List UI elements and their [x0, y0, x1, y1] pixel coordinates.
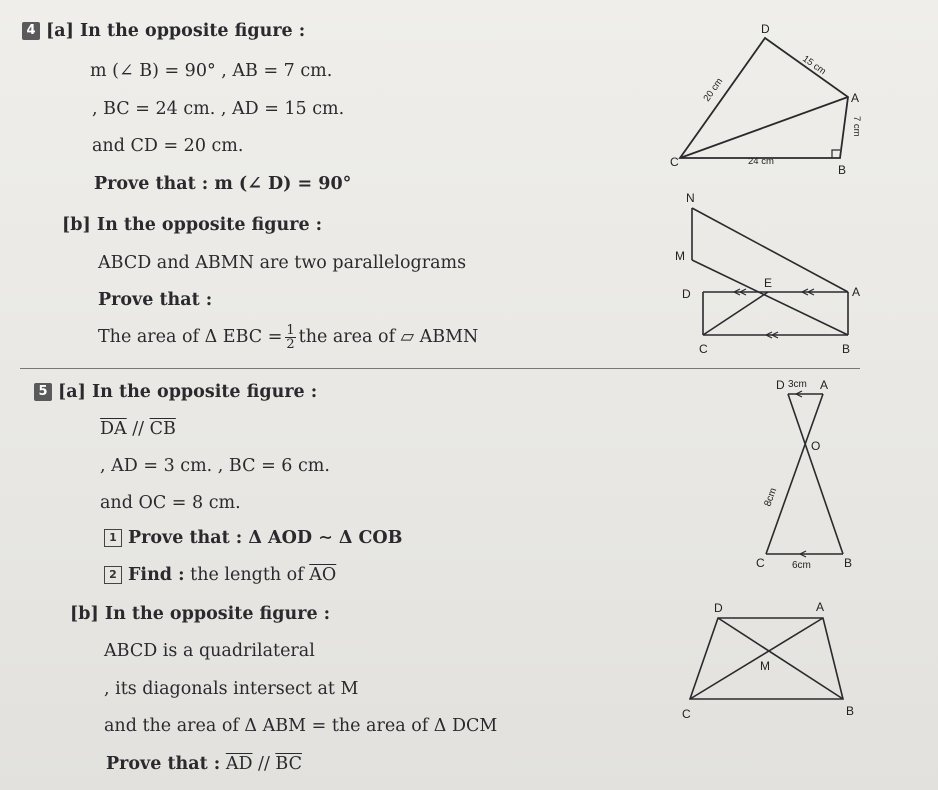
q4b-heading: [b] In the opposite figure :	[62, 215, 323, 235]
side-da-label: 3cm	[788, 379, 807, 390]
right-angle-mark	[832, 150, 840, 158]
vertex-c-label: C	[682, 707, 691, 721]
q5b-figure	[678, 596, 868, 726]
diagonal-ac	[690, 618, 823, 699]
q5a-item-1: 1 Prove that : Δ AOD ∼ Δ COB	[104, 527, 402, 549]
side-oc-label: 8cm	[762, 486, 780, 509]
side-cb-label: 6cm	[792, 560, 811, 571]
vertex-d-label: D	[761, 22, 770, 36]
q4b-given: ABCD and ABMN are two parallelograms	[98, 253, 467, 273]
q5a-given-2: and OC = 8 cm.	[100, 493, 241, 513]
segment-ce	[703, 292, 768, 335]
vertex-n-label: N	[686, 191, 695, 205]
q5a-figure	[748, 372, 868, 582]
vertex-a-label: A	[816, 600, 825, 614]
vertex-a-label: A	[852, 285, 861, 299]
q5b-heading: [b] In the opposite figure :	[70, 604, 331, 624]
side-ab-label: 7 cm	[851, 116, 862, 137]
q5a-given-1: , AD = 3 cm. , BC = 6 cm.	[100, 456, 330, 476]
side-bc-label: 24 cm	[748, 156, 774, 167]
q4a-prove: Prove that : m (∠ D) = 90°	[94, 174, 352, 194]
vertex-c-label: C	[670, 155, 679, 169]
q5a-item-2: 2 Find : the length of $\overline{AO}$	[104, 564, 336, 586]
q4a-given-2: , BC = 24 cm. , AD = 15 cm.	[92, 99, 345, 119]
side-cd-label: 20 cm	[701, 76, 726, 104]
segment-db	[788, 394, 843, 554]
side-da-label: 15 cm	[800, 53, 828, 78]
vertex-m-label: M	[760, 659, 770, 673]
q5b-given-2: , its diagonals intersect at M	[104, 679, 359, 699]
diagonal-db	[718, 618, 843, 699]
vertex-e-label: E	[764, 276, 773, 290]
diagonal-ca	[680, 97, 848, 158]
question-number-badge: 5	[34, 383, 52, 401]
sub-item-badge: 1	[104, 529, 122, 547]
q4a-heading: 4 [a] In the opposite figure :	[22, 20, 305, 42]
vertex-o-label: O	[811, 439, 821, 453]
vertex-m-label: M	[675, 249, 685, 263]
sub-item-badge: 2	[104, 566, 122, 584]
q4a-given-1: m (∠ B) = 90° , AB = 7 cm.	[90, 61, 333, 81]
q5a-heading: 5 [a] In the opposite figure :	[34, 381, 317, 403]
vertex-b-label: B	[842, 342, 851, 356]
vertex-c-label: C	[756, 556, 765, 570]
vertex-d-label: D	[714, 601, 723, 615]
vertex-b-label: B	[838, 163, 847, 177]
vertex-d-label: D	[682, 287, 691, 301]
segment-ac	[766, 394, 823, 554]
segment-mb	[692, 260, 848, 335]
vertex-c-label: C	[699, 342, 708, 356]
vertex-d-label: D	[776, 378, 785, 392]
q4b-prove-label: Prove that :	[98, 290, 213, 310]
vertex-b-label: B	[846, 704, 855, 718]
fraction-one-half: $\frac{1}{2}$	[286, 323, 295, 352]
q5b-given-1: ABCD is a quadrilateral	[104, 641, 315, 661]
question-number-badge: 4	[22, 22, 40, 40]
q5a-parallel: $\overline{DA} // \overline{CB}$	[100, 419, 176, 439]
q4b-figure	[670, 190, 870, 360]
vertex-a-label: A	[820, 378, 829, 392]
q4a-figure	[660, 18, 880, 178]
q5b-given-3: and the area of Δ ABM = the area of Δ DCM	[104, 716, 498, 736]
q4a-given-3: and CD = 20 cm.	[92, 136, 244, 156]
section-divider	[20, 368, 860, 369]
vertex-a-label: A	[851, 91, 860, 105]
q4b-prove-statement: The area of Δ EBC = $\frac{1}{2}$ the area of ▱ ABMN	[98, 323, 479, 352]
q5b-prove: Prove that : $\overline{AD} // \overline{BC}$	[106, 754, 302, 774]
vertex-b-label: B	[844, 556, 853, 570]
